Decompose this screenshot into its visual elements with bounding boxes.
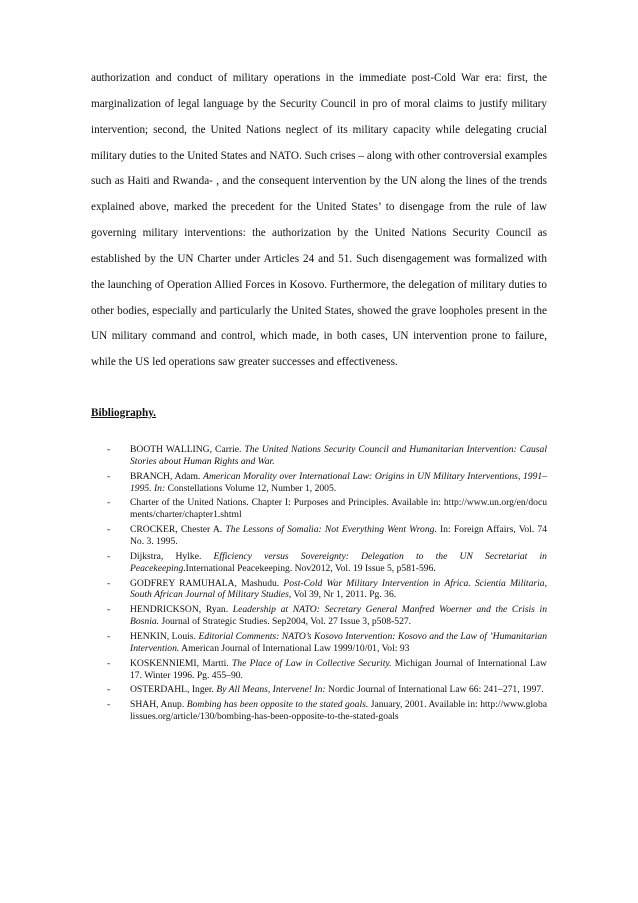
- entry-source: Journal of Strategic Studies. Sep2004, Vol. 27 Issue 3, p508-527.: [159, 616, 412, 628]
- entry-source: January, 2001. Available in: http://www.globalissues.org/article/130/bombing-has-been-opposite-to-the-stated-goals: [130, 699, 547, 723]
- entry-source: Michigan Journal of International Law 17. Winter 1996. Pg. 455–90.: [130, 657, 547, 681]
- entry-author: KOSKENNIEMI, Martti.: [130, 657, 232, 669]
- list-dash: -: [107, 657, 111, 669]
- list-dash: -: [107, 684, 111, 696]
- entry-author: GODFREY RAMUHALA, Mashudu.: [130, 577, 284, 589]
- entry-title: Efficiency versus Sovereignty: Delegation to the UN Secretariat in Peacekeeping: [130, 550, 547, 574]
- bibliography-entry: [107, 684, 547, 696]
- bibliography-list: [107, 444, 547, 726]
- entry-source: Vol 39, Nr 1, 2011. Pg. 36.: [291, 589, 397, 601]
- entry-source: American Journal of International Law 1999/10/01, Vol: 93: [179, 642, 410, 654]
- entry-source: Constellations Volume 12, Number 1, 2005.: [165, 482, 337, 494]
- bibliography-entry: [107, 497, 547, 521]
- list-dash: -: [107, 604, 111, 616]
- entry-author: OSTERDAHL, Inger.: [130, 684, 217, 696]
- bibliography-entry: [107, 658, 547, 682]
- list-dash: -: [107, 497, 111, 509]
- entry-title: Post-Cold War Military Intervention in Africa. Scientia Militaria, South African Journal of Military Studies,: [130, 577, 547, 601]
- entry-author: SHAH, Anup.: [130, 699, 187, 711]
- entry-author: CROCKER, Chester A.: [130, 524, 226, 536]
- list-dash: -: [107, 630, 111, 642]
- entry-title: American Morality over International Law: Origins in UN Military Interventions, 1991–1995. In:: [130, 470, 547, 494]
- bibliography-entry: [107, 551, 547, 575]
- entry-source: .International Peacekeeping. Nov2012, Vol. 19 Issue 5, p581-596.: [183, 562, 436, 574]
- bibliography-entry: [107, 444, 547, 468]
- entry-author: Dijkstra, Hylke.: [130, 550, 214, 562]
- entry-title: Bombing has been opposite to the stated goals.: [186, 699, 369, 711]
- entry-url[interactable]: http://www.un.org/en/documents/charter/chapter1.shtml: [130, 497, 547, 521]
- body-paragraph: authorization and conduct of military operations in the immediate post-Cold War era: first, the marginalization of legal language by the Security Council in pro of moral claims to justify military intervention; second, the United Nations neglect of its military capacity while delegating crucial military duties to the United States and NATO. Such crises – along with other controversial examples such as Haiti and Rwanda- , and the consequent intervention by the UN along the lines of the trends explained above, marked the precedent for the United States’ to disengage from the rule of law governing military interventions: the authorization by the United Nations Security Council as established by the UN Charter under Articles 24 and 51. Such disengagement was formalized with the launching of Operation Allied Forces in Kosovo. Furthermore, the delegation of military duties to other bodies, especially and particularly the United States, showed the grave loopholes present in the UN military command and control, which made, in both cases, UN intervention prone to failure, while the US led operations saw greater successes and effectiveness.: [91, 72, 547, 369]
- bibliography-entry: [107, 631, 547, 655]
- bibliography-entry: [107, 524, 547, 548]
- entry-title: The United Nations Security Council and Humanitarian Intervention: Causal Stories about Human Rights and War.: [130, 444, 547, 467]
- entry-title: The Place of Law in Collective Security.: [231, 657, 392, 669]
- entry-title: Leadership at NATO: Secretary General Manfred Woerner and the Crisis in Bosnia.: [130, 604, 547, 628]
- entry-title: The Lessons of Somalia: Not Everything Went Wrong: [225, 524, 435, 536]
- entry-author: HENDRICKSON, Ryan.: [130, 604, 233, 616]
- list-dash: -: [107, 550, 111, 562]
- entry-title: Editorial Comments: NATO’s Kosovo Intervention: Kosovo and the Law of ’Humanitarian Intervention.: [130, 630, 548, 654]
- entry-author: BOOTH WALLING, Carrie.: [130, 444, 245, 455]
- bibliography-entry: [107, 604, 547, 628]
- bibliography-entry: [107, 578, 547, 602]
- entry-author: Charter of the United Nations. Chapter I: Purposes and Principles. Available in:: [130, 497, 444, 509]
- list-dash: -: [107, 444, 111, 455]
- list-dash: -: [107, 470, 111, 482]
- bibliography-entry: [107, 471, 547, 495]
- list-dash: -: [107, 577, 111, 589]
- bibliography-entry: [107, 699, 547, 723]
- entry-source: Nordic Journal of International Law 66: 241–271, 1997.: [325, 684, 544, 696]
- entry-author: BRANCH, Adam.: [130, 470, 204, 482]
- list-dash: -: [107, 524, 111, 536]
- entry-author: HENKIN, Louis.: [130, 630, 199, 642]
- list-dash: -: [107, 699, 111, 711]
- entry-source: . In: Foreign Affairs, Vol. 74 No. 3. 1995.: [130, 524, 548, 548]
- entry-title: By All Means, Intervene! In:: [216, 684, 326, 696]
- bibliography-heading: Bibliography.: [91, 407, 156, 419]
